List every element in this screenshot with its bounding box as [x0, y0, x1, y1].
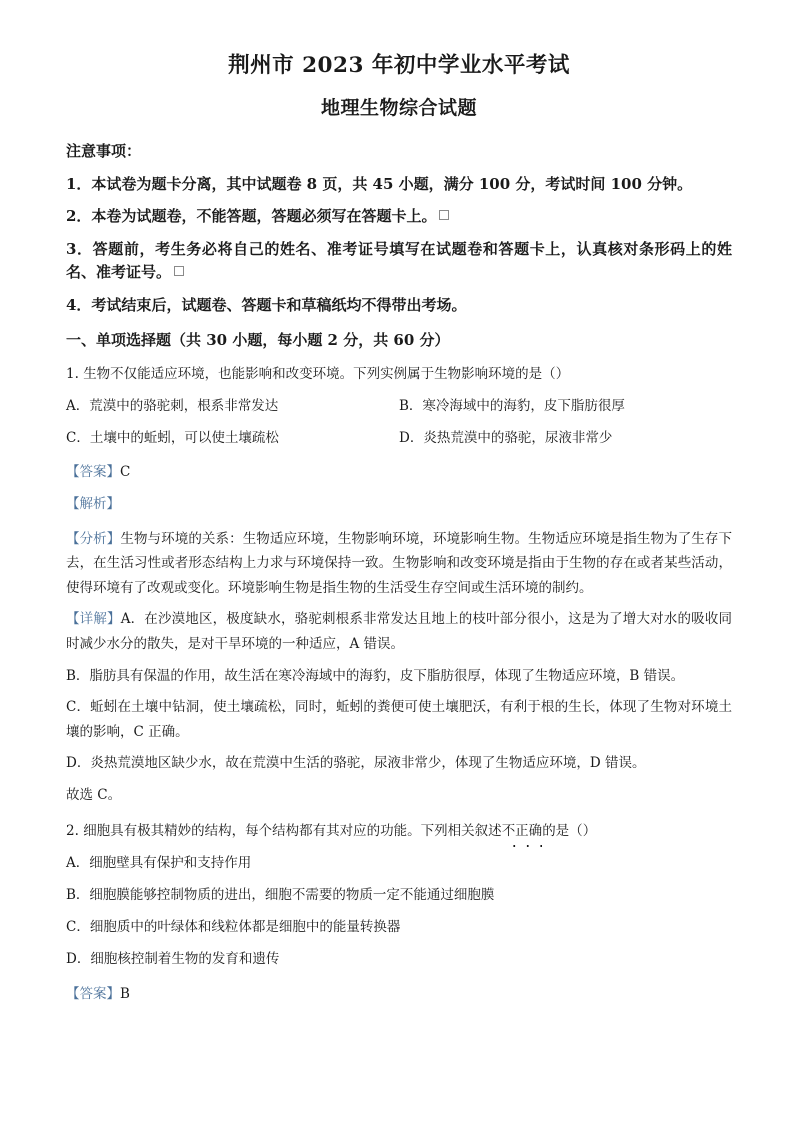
- question-1-answer-value: C: [120, 464, 131, 481]
- question-1-stem-close: ）: [555, 366, 570, 383]
- question-2-option-d[interactable]: D．细胞核控制着生物的发育和遗传: [66, 951, 280, 968]
- answer-marker: 【答案】: [66, 985, 120, 1002]
- question-1-number: 1.: [66, 366, 79, 383]
- page-content: [66, 55, 732, 1016]
- notice-item-2-text: 2．本卷为试题卷，不能答题，答题必须写在答题卡上。: [66, 207, 437, 226]
- question-1-detail-d: D．炎热荒漠地区缺少水，故在荒漠中生活的骆驼，尿液非常少，体现了生物适应环境，D 错误。: [66, 755, 646, 772]
- question-2-stem-close: ）: [582, 823, 597, 840]
- question-2-stem-mid: 的是（: [542, 823, 583, 840]
- question-1-detail-b: B．脂肪具有保温的作用，故生活在寒冷海域中的海豹，皮下脂肪很厚，体现了生物适应环境，B 错误。: [66, 667, 685, 684]
- notice-heading: 注意事项：: [66, 141, 142, 160]
- question-2-option-c[interactable]: C．细胞质中的叶绿体和线粒体都是细胞中的能量转换器: [66, 919, 401, 936]
- question-1-explanation-marker: [66, 494, 732, 514]
- question-1-detail-a-text: A．在沙漠地区，极度缺水，骆驼刺根系非常发达且地上的枝叶部分很小，这是为了增大对水的吸收同时减少水分的散失，是对干旱环境的一种适应，A 错误。: [66, 611, 732, 652]
- question-1-detail-a: [66, 607, 732, 656]
- question-1-stem: [66, 364, 732, 384]
- question-2-stem: [66, 821, 732, 841]
- question-2-answer-value: B: [120, 985, 130, 1002]
- question-1-stem-text: 生物不仅能适应环境，也能影响和改变环境。下列实例属于生物影响环境的是（: [83, 366, 556, 383]
- notice-item-3-text: 3．答题前，考生务必将自己的姓名、准考证号填写在试题卷和答题卡上，认真核对条形码上的姓名、准考证号。: [66, 240, 732, 281]
- document-title: 荆州市 2023 年初中学业水平考试: [228, 53, 570, 78]
- section-heading-single-choice: 一、单项选择题（共 30 小题，每小题 2 分，共 60 分）: [66, 331, 450, 350]
- question-1-conclusion: 故选 C。: [66, 786, 122, 803]
- tofu-box-icon: [174, 266, 184, 276]
- question-1-option-a[interactable]: A．荒漠中的骆驼刺，根系非常发达: [66, 397, 279, 414]
- answer-marker: 【答案】: [66, 464, 120, 481]
- notice-item-1: 1．本试卷为题卡分离，其中试题卷 8 页，共 45 小题，满分 100 分，考试时间 100 分钟。: [66, 174, 693, 193]
- question-1-options: [66, 396, 732, 461]
- question-1-answer: [66, 462, 732, 482]
- explanation-marker: 【解析】: [66, 496, 120, 513]
- question-1-option-c[interactable]: C．土壤中的蚯蚓，可以使土壤疏松: [66, 429, 279, 446]
- detail-marker: 【详解】: [66, 611, 121, 628]
- question-1-analysis-text: 生物与环境的关系：生物适应环境，生物影响环境，环境影响生物。生物适应环境是指生物为了生存下去，在生活习性或者形态结构上力求与环境保持一致。生物影响和改变环境是指由于生物的存在或者某些活动，使得环境有了改观或变化。环境影响生物是指生物的生活受生存空间或生活环境的制约。: [66, 530, 732, 596]
- notice-item-3: [66, 238, 732, 284]
- question-2-number: 2.: [66, 823, 79, 840]
- question-2-emphasis: 不正确: [502, 821, 543, 841]
- tofu-box-icon: [439, 210, 449, 220]
- document-subtitle: 地理生物综合试题: [320, 96, 477, 119]
- question-2-stem-text: 细胞具有极其精妙的结构，每个结构都有其对应的功能。下列相关叙述: [83, 823, 502, 840]
- question-2-option-b[interactable]: B．细胞膜能够控制物质的进出，细胞不需要的物质一定不能通过细胞膜: [66, 886, 495, 903]
- question-1-option-b[interactable]: B．寒冷海域中的海豹，皮下脂肪很厚: [399, 397, 625, 414]
- notice-item-2: [66, 205, 732, 228]
- analysis-marker: 【分析】: [66, 530, 121, 547]
- question-1-option-d[interactable]: D．炎热荒漠中的骆驼，尿液非常少: [399, 429, 613, 446]
- question-1-analysis: [66, 527, 732, 601]
- notice-item-4: 4．考试结束后，试题卷、答题卡和草稿纸均不得带出考场。: [66, 295, 467, 314]
- question-2-options: [66, 853, 732, 982]
- question-1-detail-c: C．蚯蚓在土壤中钻洞，使土壤疏松，同时，蚯蚓的粪便可使土壤肥沃，有利于根的生长，体现了生物对环境土壤的影响，C 正确。: [66, 699, 732, 740]
- question-2-answer: [66, 984, 732, 1004]
- question-2-option-a[interactable]: A．细胞壁具有保护和支持作用: [66, 854, 252, 871]
